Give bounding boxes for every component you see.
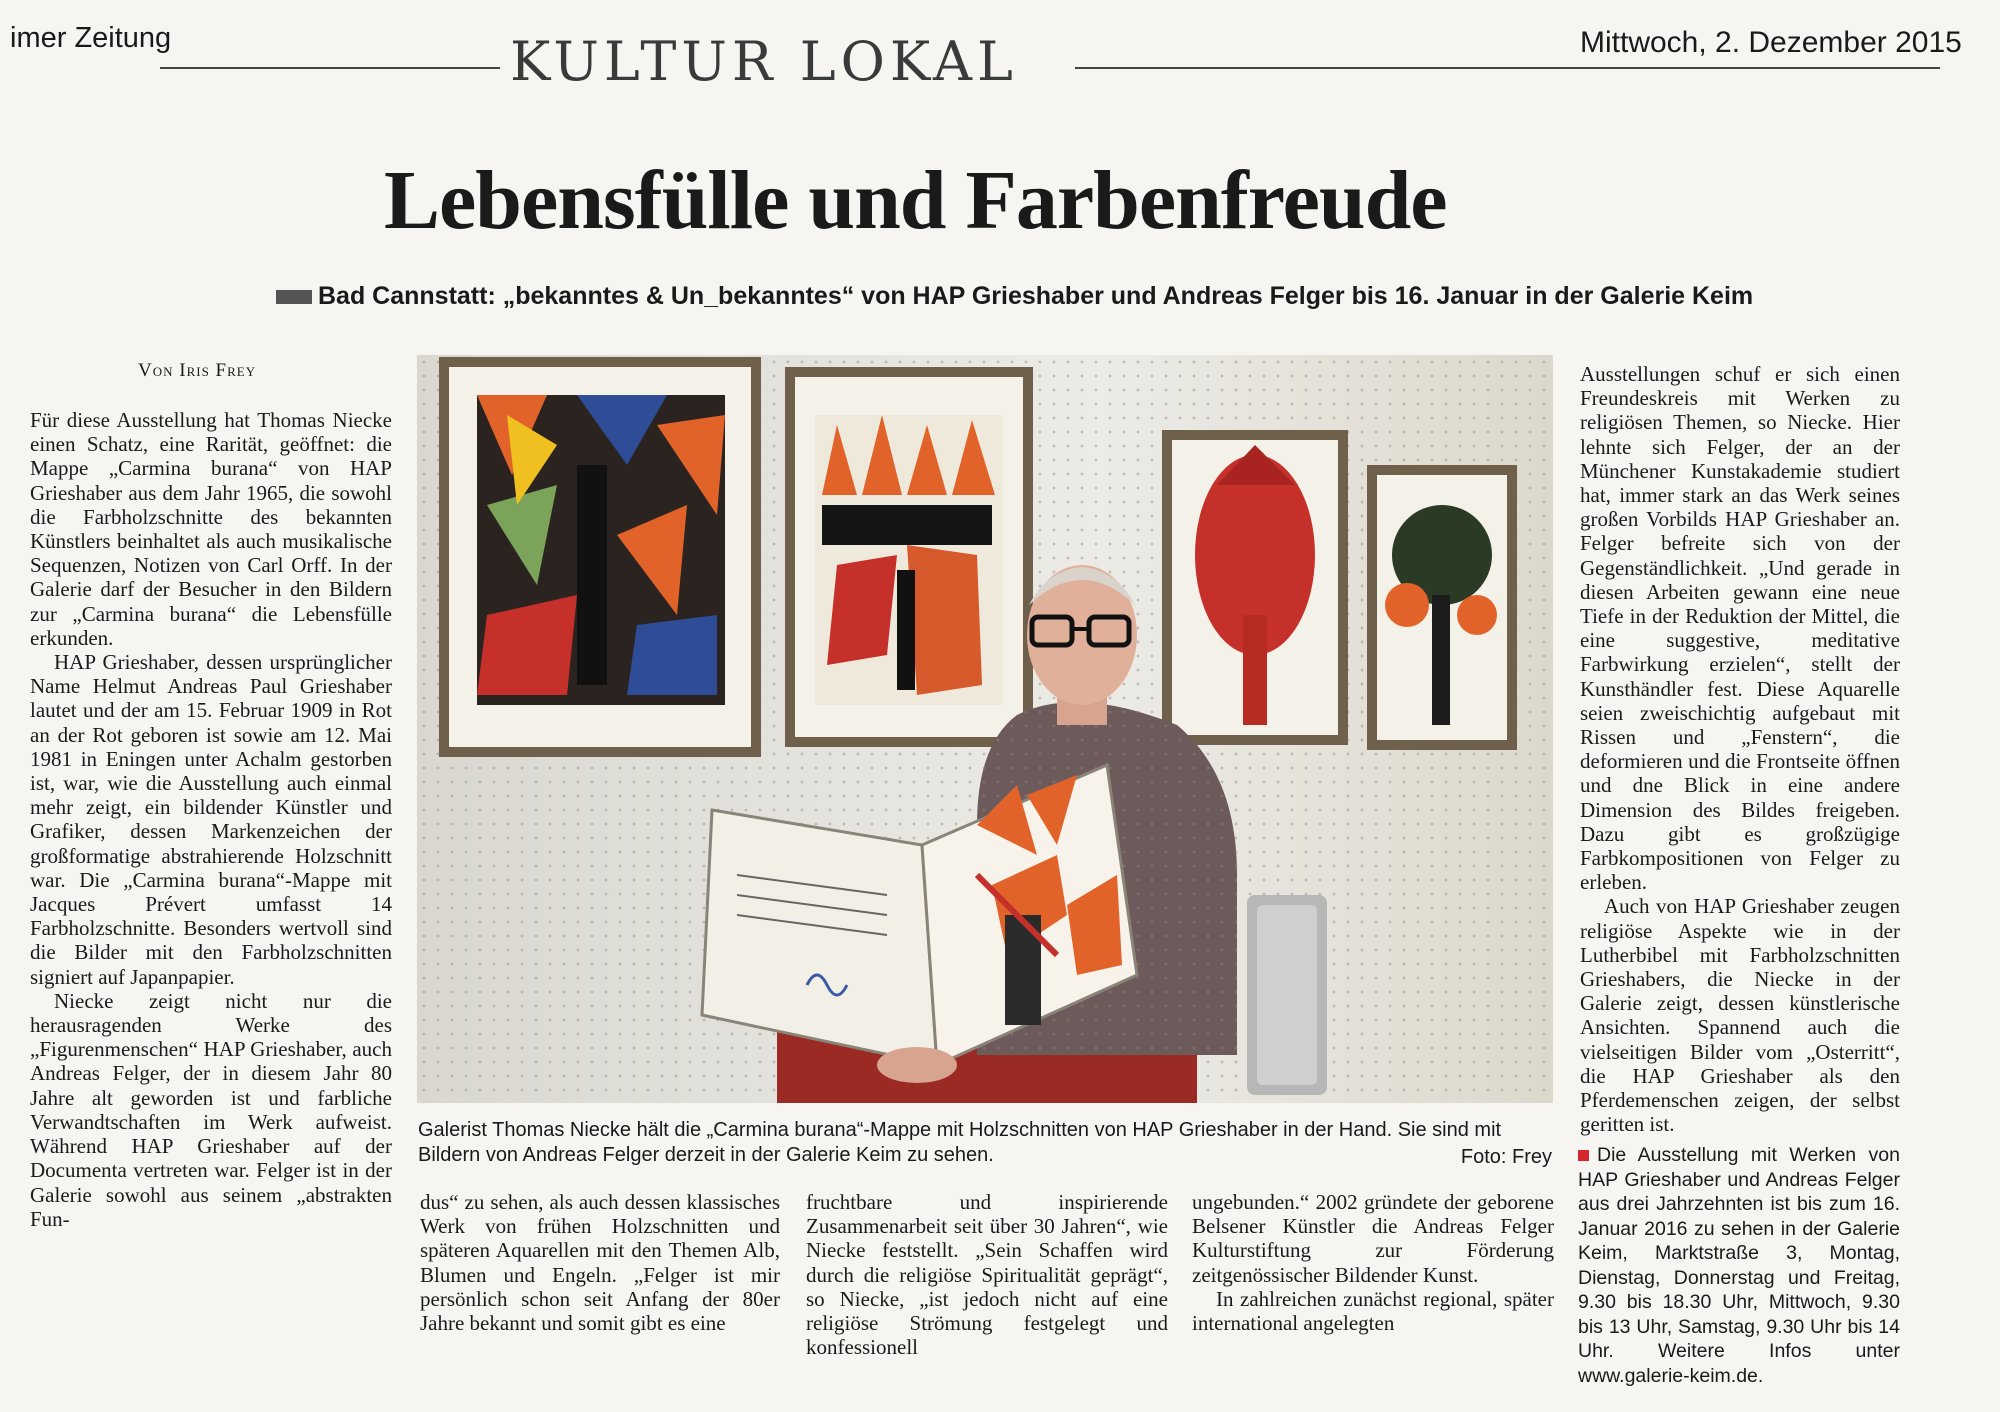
header-rule-right — [1075, 67, 1940, 69]
article-photo — [417, 355, 1553, 1103]
photo-credit: Foto: Frey — [1460, 1146, 1552, 1168]
paragraph: Auch von HAP Grieshaber zeugen religiöse Aspekte wie in der Lutherbibel mit Farbholzschnitten Grieshabers, die Niecke in der Galerie zeigt, dessen künstlerische Ansichten. Spannend auch die vielseitigen Bilder vom „Osterritt“, die HAP Grieshaber als den Pferdemenschen zeigen, der selbst geritten ist. — [1580, 894, 1900, 1137]
publication-name: imer Zeitung — [10, 22, 172, 54]
framed-woodcut-4 — [1367, 465, 1517, 750]
framed-woodcut-1 — [439, 357, 761, 757]
photo-caption — [418, 1118, 1552, 1170]
paragraph: HAP Grieshaber, dessen ursprünglicher Name Helmut Andreas Paul Grieshaber lautet und der am 15. Februar 1909 in Rot an der Rot geboren ist sowie am 12. Mai 1981 in Eningen unter Achalm gestorben ist, war, wie die Ausstellung auch einmal mehr zeigt, ein bildender Künstler und Grafiker, dessen Markenzeichen der großformatige abstrahierende Holzschnitt war. Die „Carmina burana“-Mappe mit Jacques Prévert umfasst 14 Farbholzschnitte. Besonders wertvoll sind die Bilder mit den Farbholzschnitten signiert auf Japanpapier. — [30, 650, 392, 989]
article-subhead — [276, 282, 1753, 311]
info-text: Die Ausstellung mit Werken von HAP Grieshaber und Andreas Felger aus drei Jahrzehnten ist bis zum 16. Januar 2016 zu sehen in der Galerie Keim, Marktstraße 3, Montag, Dienstag, Donnerstag und Freitag, 9.30 bis 18.30 Uhr, Mittwoch, 9.30 bis 13 Uhr, Samstag, 9.30 Uhr bis 14 Uhr. Weitere Infos unter www.galerie-keim.de. — [1578, 1144, 1900, 1387]
gallery-photo-illustration — [417, 355, 1553, 1103]
article-headline: Lebensfülle und Farbenfreude — [384, 154, 1447, 247]
exhibition-info-box — [1578, 1143, 1900, 1388]
paragraph: In zahlreichen zunächst regional, später international angelegten — [1192, 1286, 1554, 1336]
hand — [877, 1047, 957, 1083]
caption-text: Galerist Thomas Niecke hält die „Carmina burana“-Mappe mit Holzschnitten von HAP Grieshaber in der Hand. Sie sind mit Bildern von Andreas Felger derzeit in der Galerie Keim zu sehen. — [418, 1119, 1502, 1166]
header-rule-left — [160, 67, 500, 69]
paragraph: dus“ zu sehen, als auch dessen klassisches Werk von frühen Holzschnitten und späteren Aquarellen mit den Themen Alb, Blumen und Engeln. „Felger ist mir persönlich schon seit Anfang der 80er Jahre bekannt und somit gibt es eine — [420, 1190, 780, 1336]
text-column-4 — [1192, 1190, 1554, 1335]
issue-date: Mittwoch, 2. Dezember 2015 — [1580, 26, 1962, 59]
subhead-marker — [276, 290, 312, 304]
text-column-2 — [420, 1190, 780, 1335]
text-column-5 — [1580, 362, 1900, 1137]
paragraph: Niecke zeigt nicht nur die herausragenden Werke des „Figurenmenschen“ HAP Grieshaber, auch Andreas Felger, der in diesem Jahr 80 Jahre alt geworden ist und farbliche Verwandtschaften im Werk aufweist. Während HAP Grieshaber auf der Documenta vertreten war. Felger ist in der Galerie sowohl aus seinem „abstrakten Fun- — [30, 988, 392, 1231]
byline: Von Iris Frey — [138, 360, 257, 381]
section-title: KULTUR LOKAL — [510, 30, 1018, 93]
paragraph: Ausstellungen schuf er sich einen Freundeskreis mit Werken zu religiösen Themen, so Niecke. Hier lehnte sich Felger, der an der Münchener Kunstakademie studiert hat, immer stark an das Werk seines großen Vorbilds HAP Grieshaber an. Felger befreite sich von der Gegenständlichkeit. „Und gerade in diesen Arbeiten gewann eine neue Tiefe in der Reduktion der Mittel, die eine suggestive, meditative Farbwirkung erzielen“, stellt der Kunsthändler fest. Diese Aquarelle seien zweischichtig aufgebaut mit Rissen und „Fenstern“, die deformieren und die Frontseite öffnen und dne Blick in eine andere Dimension des Bildes freigeben. Dazu gibt es großzügige Farbkompositionen von Felger zu erleben. — [1580, 362, 1900, 895]
text-column-1 — [30, 408, 392, 1358]
info-marker — [1578, 1150, 1589, 1161]
text-column-3 — [806, 1190, 1168, 1359]
chair — [1247, 895, 1327, 1095]
framed-woodcut-2 — [785, 367, 1033, 747]
paragraph: Für diese Ausstellung hat Thomas Niecke einen Schatz, eine Rarität, geöffnet: die Mappe „Carmina burana“ von HAP Grieshaber aus dem Jahr 1965, die sowohl die Farbholzschnitte des bekannten Künstlers beinhaltet als auch musikalische Sequenzen, Notizen von Carl Orff. In der Galerie darf der Besucher in den Bildern zur „Carmina burana“ die Lebensfülle erkunden. — [30, 408, 392, 650]
framed-woodcut-3 — [1162, 430, 1348, 745]
subhead-text: Bad Cannstatt: „bekanntes & Un_bekanntes“ von HAP Grieshaber und Andreas Felger bis 16. Januar in der Galerie Keim — [318, 282, 1754, 310]
paragraph: fruchtbare und inspirierende Zusammenarbeit seit über 30 Jahren“, wie Niecke feststellt. „Sein Schaffen wird durch die religiöse Spiritualität geprägt“, so Niecke, „ist jedoch nicht auf eine religiöse Strömung festgelegt und konfessionell — [806, 1190, 1168, 1360]
paragraph: ungebunden.“ 2002 gründete der geborene Belsener Künstler die Andreas Felger Kulturstiftung zur Förderung zeitgenössischer Bildender Kunst. — [1192, 1190, 1554, 1287]
